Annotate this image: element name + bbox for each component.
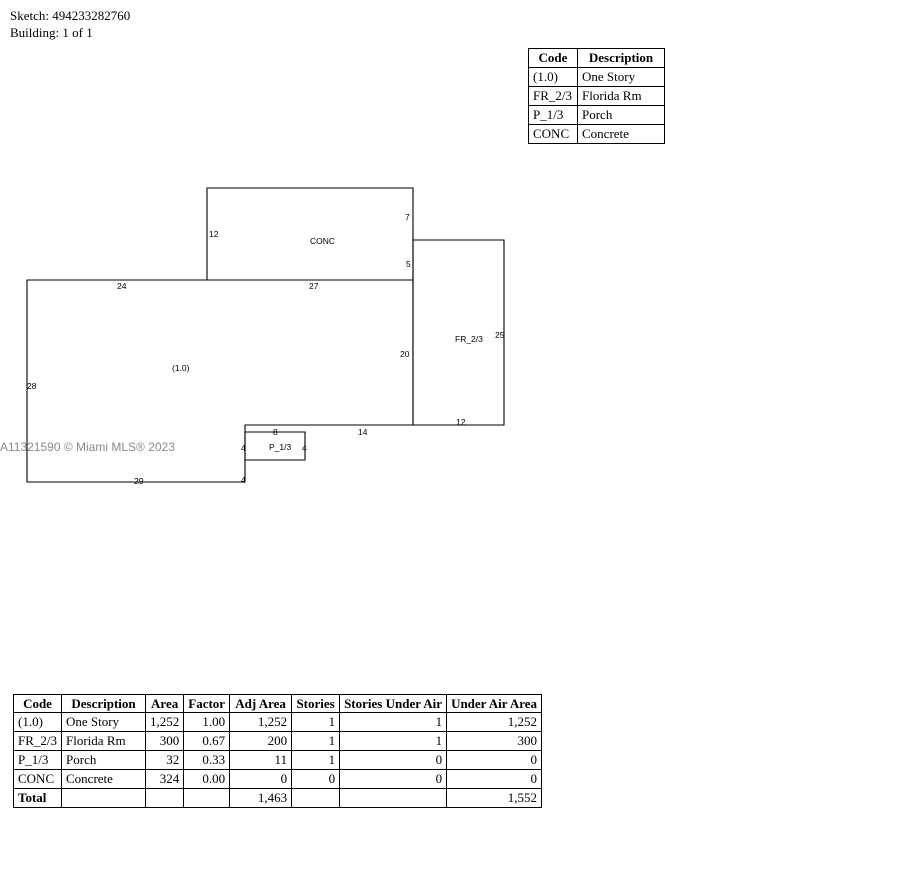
- summary-total-row: [14, 789, 542, 808]
- summary-under-air-area: 1,252: [447, 713, 542, 732]
- summary-adj-area: 11: [230, 751, 292, 770]
- summary-stories-under-air: 0: [340, 770, 447, 789]
- area-label-porch: P_1/3: [269, 442, 292, 452]
- dimension-label: 24: [117, 281, 127, 291]
- summary-under-air-area: 0: [447, 770, 542, 789]
- summary-adj-area: 0: [230, 770, 292, 789]
- dimension-label: 28: [27, 381, 37, 391]
- dimension-label: 12: [456, 417, 466, 427]
- conc-outline: [207, 188, 413, 280]
- summary-total-under-air-area: 1,552: [447, 789, 542, 808]
- summary-col-stories-under-air: Stories Under Air: [340, 695, 447, 713]
- table-row: [14, 713, 542, 732]
- legend-col-code: Code: [529, 49, 578, 68]
- dimension-label: 12: [209, 229, 219, 239]
- table-row: [529, 125, 665, 144]
- summary-description: Concrete: [62, 770, 146, 789]
- summary-description: Porch: [62, 751, 146, 770]
- summary-total-area: [146, 789, 184, 808]
- building-line: Building: 1 of 1: [10, 25, 93, 40]
- florida-room-outline: [413, 240, 504, 425]
- legend-code: FR_2/3: [529, 87, 578, 106]
- legend-description: Florida Rm: [578, 87, 665, 106]
- summary-col-area: Area: [146, 695, 184, 713]
- dimension-label: 25: [495, 330, 505, 340]
- summary-stories-under-air: 1: [340, 713, 447, 732]
- dimension-label: 5: [406, 259, 411, 269]
- summary-code: P_1/3: [14, 751, 62, 770]
- table-row: [529, 68, 665, 87]
- legend-description: Porch: [578, 106, 665, 125]
- summary-area: 1,252: [146, 713, 184, 732]
- legend-table: [528, 48, 665, 144]
- summary-stories: 1: [292, 713, 340, 732]
- summary-factor: 1.00: [184, 713, 230, 732]
- summary-factor: 0.00: [184, 770, 230, 789]
- summary-stories: 1: [292, 751, 340, 770]
- summary-col-under-air-area: Under Air Area: [447, 695, 542, 713]
- summary-col-code: Code: [14, 695, 62, 713]
- area-label-one-story: (1.0): [172, 363, 190, 373]
- copyright-watermark: A11321590 © Miami MLS® 2023: [0, 440, 175, 454]
- summary-area: 300: [146, 732, 184, 751]
- summary-stories: 0: [292, 770, 340, 789]
- summary-header-row: [14, 695, 542, 713]
- area-label-florida-room: FR_2/3: [455, 334, 483, 344]
- summary-stories: 1: [292, 732, 340, 751]
- summary-total-label: Total: [14, 789, 62, 808]
- legend-col-description: Description: [578, 49, 665, 68]
- summary-stories-under-air: 0: [340, 751, 447, 770]
- summary-under-air-area: 0: [447, 751, 542, 770]
- building-sketch: [0, 160, 560, 520]
- table-row: [529, 87, 665, 106]
- summary-description: One Story: [62, 713, 146, 732]
- summary-adj-area: 200: [230, 732, 292, 751]
- page-header: [10, 7, 130, 41]
- dimension-label: 14: [358, 427, 368, 437]
- legend-header-row: [529, 49, 665, 68]
- table-row: [14, 732, 542, 751]
- legend-code: CONC: [529, 125, 578, 144]
- legend-description: Concrete: [578, 125, 665, 144]
- summary-total-factor: [184, 789, 230, 808]
- summary-total-adj-area: 1,463: [230, 789, 292, 808]
- legend-code: (1.0): [529, 68, 578, 87]
- summary-total-stories-under-air: [340, 789, 447, 808]
- area-label-conc: CONC: [310, 236, 336, 246]
- table-row: [14, 770, 542, 789]
- legend-description: One Story: [578, 68, 665, 87]
- dimension-label: 4: [241, 443, 246, 453]
- summary-under-air-area: 300: [447, 732, 542, 751]
- summary-col-stories: Stories: [292, 695, 340, 713]
- area-summary-table: [13, 694, 542, 808]
- summary-col-adj-area: Adj Area: [230, 695, 292, 713]
- summary-area: 324: [146, 770, 184, 789]
- summary-code: CONC: [14, 770, 62, 789]
- summary-stories-under-air: 1: [340, 732, 447, 751]
- dimension-label: 4: [241, 475, 246, 485]
- legend-code: P_1/3: [529, 106, 578, 125]
- summary-factor: 0.67: [184, 732, 230, 751]
- summary-code: FR_2/3: [14, 732, 62, 751]
- sketch-id-line: Sketch: 494233282760: [10, 8, 131, 23]
- summary-area: 32: [146, 751, 184, 770]
- dimension-label: 29: [134, 476, 144, 486]
- summary-col-description: Description: [62, 695, 146, 713]
- dimension-label: 7: [405, 212, 410, 222]
- dimension-label: 20: [400, 349, 410, 359]
- table-row: [529, 106, 665, 125]
- summary-factor: 0.33: [184, 751, 230, 770]
- dimension-label: 4: [302, 443, 307, 453]
- summary-description: Florida Rm: [62, 732, 146, 751]
- summary-total-description: [62, 789, 146, 808]
- dimension-label: 8: [273, 427, 278, 437]
- summary-code: (1.0): [14, 713, 62, 732]
- table-row: [14, 751, 542, 770]
- summary-total-stories: [292, 789, 340, 808]
- dimension-label: 27: [309, 281, 319, 291]
- summary-col-factor: Factor: [184, 695, 230, 713]
- summary-adj-area: 1,252: [230, 713, 292, 732]
